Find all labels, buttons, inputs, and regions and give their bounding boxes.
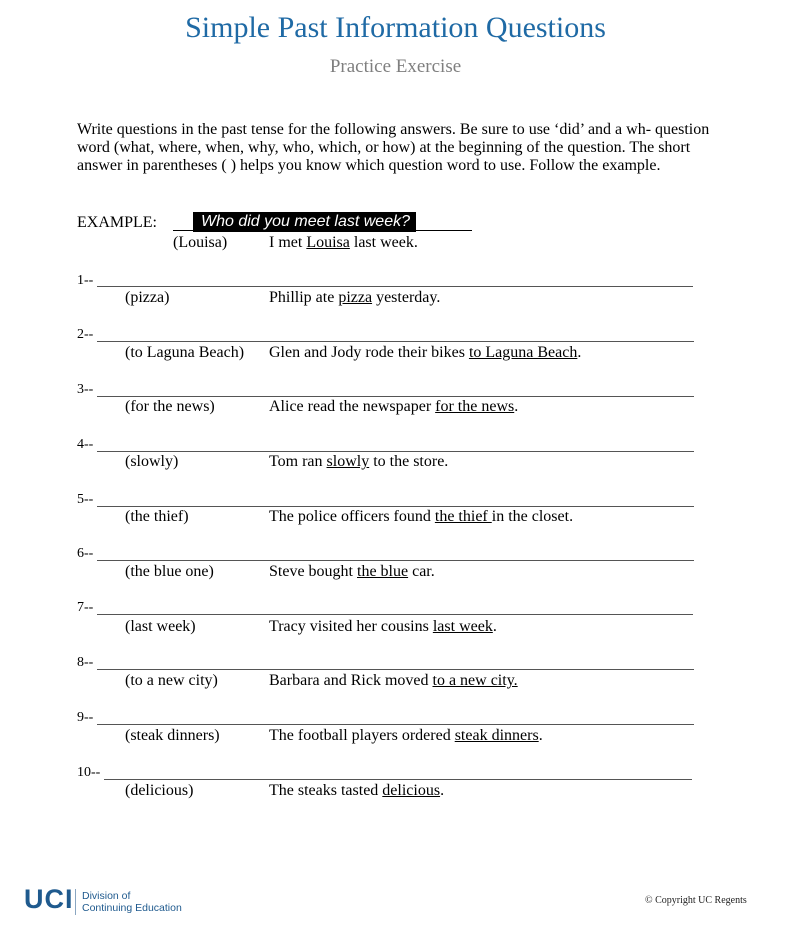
sentence-before: Tom ran <box>269 453 327 470</box>
item-number: 9-- <box>77 710 94 725</box>
item-cue: (steak dinners) <box>125 727 220 744</box>
sentence-before: The football players ordered <box>269 727 455 744</box>
item-cue: (slowly) <box>125 453 179 470</box>
example-sentence-after: last week. <box>349 234 418 251</box>
page-subtitle: Practice Exercise <box>329 56 462 77</box>
item-sentence <box>269 344 581 362</box>
example-answer: Who did you meet last week? <box>193 212 416 232</box>
sentence-underlined: last week <box>432 618 493 635</box>
item-cue: (the thief) <box>125 508 189 525</box>
item-number: 2-- <box>77 327 94 342</box>
answer-line[interactable] <box>97 396 694 397</box>
example-sentence-underlined: Louisa <box>306 234 350 251</box>
item-cue: (for the news) <box>125 398 215 415</box>
sentence-after: in the closet. <box>491 508 574 525</box>
copyright: © Copyright UC Regents <box>645 895 747 906</box>
sentence-before: Barbara and Rick moved <box>269 672 433 689</box>
answer-line[interactable] <box>97 451 694 452</box>
answer-line[interactable] <box>104 779 692 780</box>
item-sentence <box>269 727 543 745</box>
page-title: Simple Past Information Questions <box>185 11 606 44</box>
sentence-before: Alice read the newspaper <box>269 398 436 415</box>
item-number: 1-- <box>77 273 94 288</box>
sentence-before: The steaks tasted <box>269 782 383 799</box>
division-name <box>82 890 182 914</box>
sentence-underlined: to a new city. <box>432 672 518 689</box>
uci-logo: UCI <box>24 884 74 914</box>
sentence-after: . <box>440 782 445 799</box>
answer-line[interactable] <box>97 560 694 561</box>
answer-line[interactable] <box>97 506 694 507</box>
item-number: 10-- <box>77 765 101 780</box>
item-sentence <box>269 672 518 690</box>
sentence-underlined: the blue <box>357 563 409 580</box>
item-cue: (to a new city) <box>125 672 218 689</box>
sentence-after: . <box>577 344 582 361</box>
instructions: Write questions in the past tense for the following answers. Be sure to use ‘did’ and a wh- question word (what, where, when, why, who, which, or how) at the beginning of the question. The short answer in parentheses ( ) helps you know which question word to use. Follow the example. <box>77 121 710 174</box>
answer-line[interactable] <box>97 669 694 670</box>
sentence-before: Glen and Jody rode their bikes <box>269 344 469 361</box>
sentence-underlined: delicious <box>382 782 441 799</box>
sentence-after: . <box>514 398 519 415</box>
item-cue: (delicious) <box>125 782 194 799</box>
answer-line[interactable] <box>97 286 693 287</box>
sentence-underlined: for the news <box>435 398 515 415</box>
item-sentence <box>269 782 444 800</box>
sentence-underlined: pizza <box>338 289 373 306</box>
sentence-after: yesterday. <box>372 289 441 306</box>
sentence-after: to the store. <box>369 453 449 470</box>
item-cue: (the blue one) <box>125 563 214 580</box>
answer-line[interactable] <box>97 724 694 725</box>
sentence-underlined: to Laguna Beach <box>468 344 578 361</box>
item-cue: (to Laguna Beach) <box>125 344 245 361</box>
example-cue: (Louisa) <box>173 234 228 251</box>
item-sentence <box>269 563 435 581</box>
example-label: EXAMPLE: <box>77 214 157 231</box>
answer-line[interactable] <box>97 614 693 615</box>
division-line-2: Continuing Education <box>82 902 182 914</box>
item-cue: (last week) <box>125 618 196 635</box>
item-sentence <box>269 453 448 471</box>
sentence-underlined: steak dinners <box>454 727 539 744</box>
division-line-1: Division of <box>82 890 131 902</box>
item-number: 6-- <box>77 546 94 561</box>
sentence-before: Steve bought <box>269 563 357 580</box>
item-number: 5-- <box>77 492 94 507</box>
item-number: 4-- <box>77 437 94 452</box>
sentence-underlined: the thief <box>434 508 492 525</box>
sentence-before: The police officers found <box>269 508 435 525</box>
sentence-underlined: slowly <box>326 453 370 470</box>
logo-divider <box>75 889 76 915</box>
sentence-before: Phillip ate <box>269 289 339 306</box>
answer-line[interactable] <box>97 341 694 342</box>
sentence-before: Tracy visited her cousins <box>269 618 433 635</box>
item-cue: (pizza) <box>125 289 170 306</box>
item-sentence <box>269 289 440 307</box>
sentence-after: car. <box>408 563 435 580</box>
item-number: 8-- <box>77 655 94 670</box>
item-sentence <box>269 398 518 416</box>
item-sentence <box>269 508 573 526</box>
item-number: 7-- <box>77 600 94 615</box>
sentence-after: . <box>538 727 543 744</box>
item-sentence <box>269 618 497 636</box>
example-sentence-before: I met <box>269 234 307 251</box>
sentence-after: . <box>492 618 497 635</box>
item-number: 3-- <box>77 382 94 397</box>
example-sentence <box>269 234 418 252</box>
